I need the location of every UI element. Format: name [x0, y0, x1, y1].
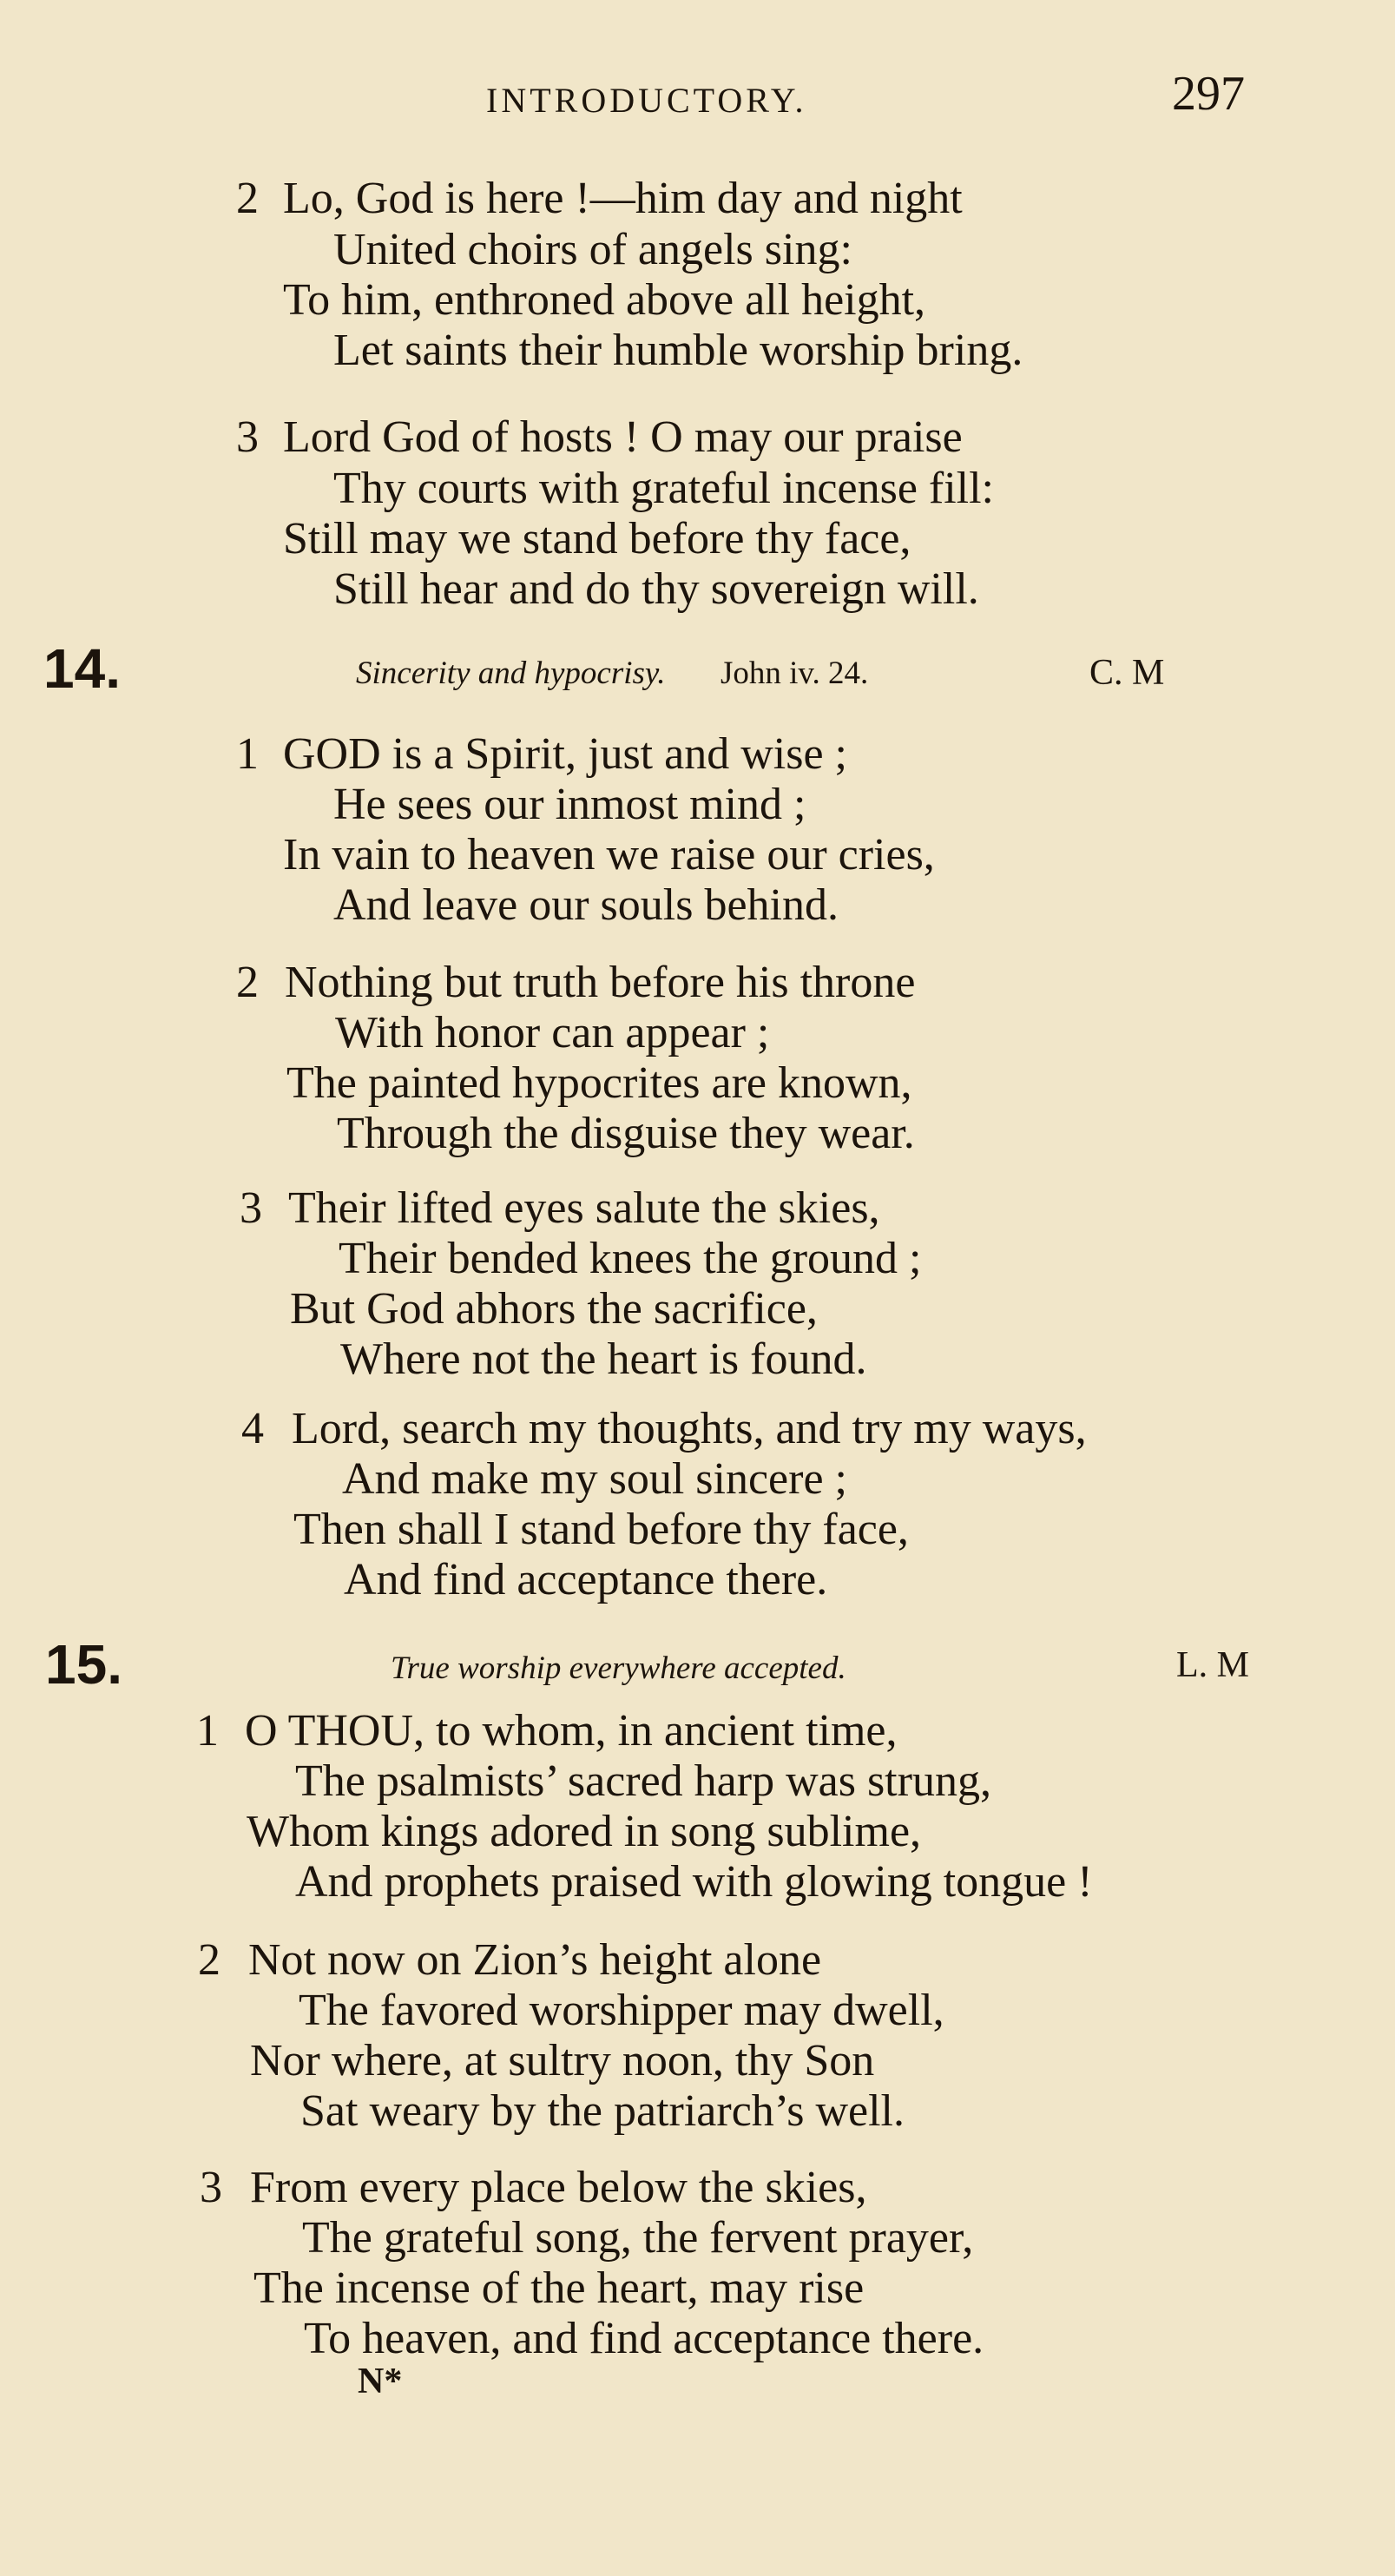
verse-line: Nothing but truth before his throne	[285, 958, 916, 1007]
hymn-title: True worship everywhere accepted.	[391, 1650, 846, 1686]
verse-line: Not now on Zion’s height alone	[248, 1935, 822, 1985]
verse-line: Then shall I stand before thy face,	[293, 1505, 909, 1554]
stanza-number: 2	[198, 1935, 220, 1985]
signature-mark: N*	[358, 2362, 403, 2401]
stanza-number: 4	[241, 1404, 264, 1453]
verse-line: Let saints their humble worship bring.	[333, 326, 1023, 375]
verse-line: Lo, God is here !—him day and night	[283, 174, 963, 223]
hymn-number: 15.	[45, 1633, 122, 1696]
page-number: 297	[1172, 67, 1245, 121]
verse-line: Lord, search my thoughts, and try my ways,	[292, 1404, 1087, 1453]
verse-line: But God abhors the sacrifice,	[290, 1284, 818, 1334]
verse-line: Whom kings adored in song sublime,	[247, 1807, 922, 1856]
stanza-number: 3	[200, 2163, 222, 2212]
verse-line: To heaven, and find acceptance there.	[304, 2314, 984, 2363]
verse-line: Their lifted eyes salute the skies,	[288, 1183, 880, 1233]
stanza-number: 1	[196, 1706, 219, 1756]
verse-line: Through the disguise they wear.	[337, 1109, 915, 1158]
verse-line: Still hear and do thy sovereign will.	[333, 564, 979, 614]
verse-line: And find acceptance there.	[344, 1555, 828, 1604]
verse-line: The psalmists’ sacred harp was strung,	[295, 1756, 991, 1806]
verse-line: He sees our inmost mind ;	[333, 780, 806, 829]
verse-line: The grateful song, the fervent prayer,	[302, 2213, 974, 2263]
verse-line: And leave our souls behind.	[333, 880, 839, 930]
running-head: INTRODUCTORY.	[486, 81, 807, 120]
verse-line: The painted hypocrites are known,	[286, 1058, 912, 1108]
verse-line: United choirs of angels sing:	[333, 225, 852, 274]
verse-line: Nor where, at sultry noon, thy Son	[250, 2036, 875, 2085]
verse-line: Sat weary by the patriarch’s well.	[300, 2086, 905, 2136]
stanza-number: 2	[236, 958, 259, 1007]
stanza-number: 1	[236, 729, 259, 779]
stanza-number: 3	[236, 412, 259, 462]
stanza-number: 3	[240, 1183, 262, 1233]
verse-line: Lord God of hosts ! O may our praise	[283, 412, 963, 462]
verse-line: Still may we stand before thy face,	[283, 514, 911, 563]
scripture-reference: John iv. 24.	[721, 656, 869, 691]
verse-line: And prophets praised with glowing tongue !	[295, 1857, 1093, 1907]
verse-line: GOD is a Spirit, just and wise ;	[283, 729, 847, 779]
meter: L. M	[1176, 1645, 1249, 1685]
stanza-number: 2	[236, 174, 259, 223]
verse-line: O THOU, to whom, in ancient time,	[245, 1706, 898, 1756]
meter: C. M	[1089, 653, 1165, 693]
verse-line: Where not the heart is found.	[340, 1334, 867, 1384]
verse-line: From every place below the skies,	[250, 2163, 867, 2212]
verse-line: In vain to heaven we raise our cries,	[283, 830, 935, 880]
verse-line: The incense of the heart, may rise	[253, 2263, 865, 2313]
verse-line: To him, enthroned above all height,	[283, 275, 926, 325]
verse-line: And make my soul sincere ;	[342, 1454, 847, 1504]
verse-line: Thy courts with grateful incense fill:	[333, 464, 995, 513]
verse-line: The favored worshipper may dwell,	[299, 1986, 944, 2035]
verse-line: With honor can appear ;	[335, 1008, 770, 1057]
hymn-title: Sincerity and hypocrisy.	[356, 656, 666, 691]
hymn-number: 14.	[43, 637, 121, 700]
verse-line: Their bended knees the ground ;	[339, 1234, 922, 1283]
